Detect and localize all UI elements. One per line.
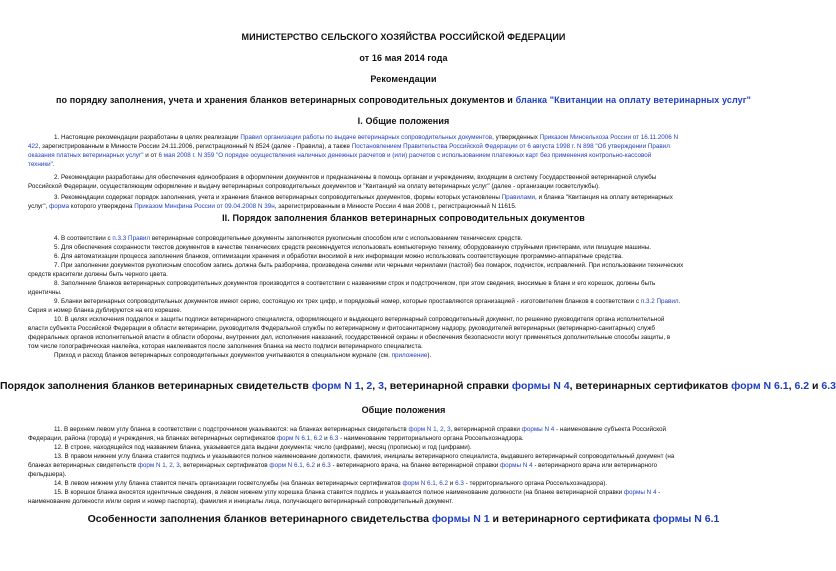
paragraph-2 — [28, 173, 780, 191]
paragraph-line — [28, 193, 780, 202]
paragraph-journal — [28, 351, 780, 360]
link-form-6-3[interactable]: 6.3 — [329, 435, 339, 442]
link-form-6-1[interactable]: формы N 6.1 — [652, 513, 720, 525]
text: - наименование субъекта Российской — [554, 426, 667, 433]
text: , и бланка "Квитанция на оплату ветеринарных — [535, 194, 673, 201]
paragraph-11-cont — [28, 434, 780, 443]
paragraph-1 — [28, 133, 780, 169]
link-forms-1-2-3[interactable]: форм N 1, 2, 3 — [408, 426, 451, 433]
paragraph-13-cont — [28, 461, 780, 470]
paragraph-line: 2. Рекомендации разработаны для обеспечения единообразия в оформлении документов и предназначены в помощь органам и учреждениям, входящим в систему Государственной ветеринарной службы — [54, 174, 657, 181]
text: ). — [427, 352, 432, 359]
link-resolution-898-cont[interactable]: оказания платных ветеринарных услуг" — [28, 152, 144, 159]
paragraph-10-cont: федеральных органов исполнительной власти в области обороны, внутренних дел, исполнения наказаний, государственной охраны и обеспечения безопасности могут применяться дополнительные способы защиты, в — [28, 334, 671, 341]
text: 3. Рекомендации содержат порядок заполнения, учета и хранения бланков ветеринарных сопроводительных документов, формы которых установлены — [54, 194, 500, 201]
paragraph-3 — [28, 193, 780, 211]
link-form-6-1[interactable]: форм N 6.1 — [731, 380, 789, 392]
link-rules[interactable]: Правил организации работы по выдаче ветеринарных сопроводительных документов — [240, 134, 493, 141]
link-form-6-3[interactable]: 6.3 — [821, 380, 836, 392]
text: , — [360, 380, 364, 392]
text: - ветеринарного врача или ветеринарного — [532, 462, 658, 469]
text: Особенности заполнения бланков ветеринарного свидетельства — [87, 513, 429, 525]
text: - ветеринарного врача, на бланке ветеринарной справки — [330, 462, 499, 469]
link-form-4[interactable]: формы N 4 — [511, 380, 570, 392]
link-rules-3-2[interactable]: п.3.2 Правил — [640, 298, 679, 305]
link-form[interactable]: форма — [49, 203, 70, 210]
paragraph-8-cont: идентичны. — [28, 289, 62, 296]
paragraph-5: 5. Для обеспечения сохранности текстов документов в качестве технических средств рекомендуется использовать компьютерную технику, оборудованную струйными принтерами, или пишущие машины. — [54, 244, 651, 251]
link-resolution-898[interactable]: Постановлением Правительства Российской Федерации от 6 августа 1998 г. N 898 "Об утверждении Правил — [351, 143, 670, 150]
section-2-title: II. Порядок заполнения бланков ветеринарных сопроводительных документов — [222, 213, 585, 223]
paragraph-11 — [28, 425, 780, 434]
link-forms-1[interactable]: форм N 1 — [311, 380, 361, 392]
ministry-title: МИНИСТЕРСТВО СЕЛЬСКОГО ХОЗЯЙСТВА РОССИЙСКОЙ ФЕДЕРАЦИИ — [241, 32, 566, 42]
link-forms-6-1-6-2[interactable]: форм N 6.1, 6.2 — [276, 435, 323, 442]
link-form-2[interactable]: 2 — [366, 380, 373, 392]
link-form-4[interactable]: формы N 4 — [623, 489, 657, 496]
document-type: Рекомендации — [370, 74, 437, 84]
text: 4. В соответствии с — [54, 235, 111, 242]
text: , ветеринарных сертификатов — [179, 462, 268, 469]
link-form-4[interactable]: формы N 4 — [499, 462, 533, 469]
text: и от — [143, 152, 159, 159]
features-heading — [0, 513, 807, 525]
paragraph-6: 6. Для автоматизации процесса заполнения бланков, оптимизации хранения и обработки вносимой в них информации можно использовать соответствующие программно-аппаратные средства. — [54, 253, 623, 260]
paragraph-10-cont: власти субъекта Российской Федерации в области ветеринарии, руководителя Федеральной службы по ветеринарному и фитосанитарному надзору, руководителей ветеринарных (ветеринарно-санитарных) служб — [28, 325, 656, 332]
paragraph-9 — [28, 297, 780, 306]
link-order-39n[interactable]: Приказом Минфина России от 09.04.2008 N 39н — [134, 203, 275, 210]
paragraph-7-cont: средств красители должны быть черного цвета. — [28, 271, 168, 278]
paragraph-9-cont: Серия и номер бланка дублируются на его корешке. — [28, 307, 182, 314]
text: которого утверждена — [69, 203, 135, 210]
text: и ветеринарного сертификата — [492, 513, 650, 525]
text: и — [812, 380, 819, 392]
paragraph-line — [28, 202, 780, 211]
paragraph-7: 7. При заполнении документов рукописным способом запись должна быть разборчива, произведена синими или черными чернилами (пастой) без помарок, подчисток, исправлений. При использовании технических — [54, 262, 684, 269]
text: и — [322, 435, 330, 442]
paragraph-10: 10. В целях исключения подделок и защиты подписи ветеринарного специалиста, оформляющего и выдающего ветеринарный сопроводительный документ, по решению руководителя органа исполнительной — [54, 316, 665, 323]
paragraph-line — [28, 133, 780, 142]
text: , — [788, 380, 792, 392]
link-resolution-359-cont[interactable]: техники" — [28, 161, 53, 168]
text: . — [52, 161, 55, 168]
text: , ветеринарной справки — [383, 380, 509, 392]
text: , ветеринарных сертификатов — [569, 380, 729, 392]
section-1-title: I. Общие положения — [357, 116, 450, 126]
link-rules-3-3[interactable]: п.3.3 Правил — [112, 235, 151, 242]
paragraph-15-cont: наименование должности и/или серия и номер паспорта), фамилия и инициалы лица, получающего ветеринарный сопроводительный документ. — [28, 498, 454, 505]
text: Порядок заполнения бланков ветеринарных свидетельств — [0, 380, 309, 392]
text: ветеринарные сопроводительные документы заполняются рукописным способом или с использованием технических средств. — [150, 235, 523, 242]
text: 14. В левом нижнем углу бланка ставится печать организации госветслужбы (на бланках ветеринарных сертификатов — [54, 480, 401, 487]
paragraph-line: Российской Федерации, осуществляющим оформление и выдачу ветеринарных сопроводительных документов и "Квитанций на оплату ветеринарных услуг" (далее - организации госветслужбы). — [28, 183, 600, 190]
text: - территориального органа Россельхознадзора). — [463, 480, 608, 487]
paragraph-4 — [28, 234, 780, 243]
paragraph-13-cont: фельдшера). — [28, 471, 67, 478]
text: , утвержденных — [492, 134, 538, 141]
text: - наименование территориального органа Россельхознадзора. — [338, 435, 524, 442]
text: 1. Настоящие рекомендации разработаны в целях реализации — [54, 134, 239, 141]
text: , — [372, 380, 376, 392]
text: 9. Бланки ветеринарных сопроводительных документов имеют серию, состоящую их трех цифр, и порядковый номер, которые проставляются организацией - изготовителем бланков в соответствии с — [54, 298, 640, 305]
paragraph-8: 8. Заполнение бланков ветеринарных сопроводительных документов производится в соответствии с названиями строк и подстрочником, при этом сведения, вносимые в бланк и его корешок, должны быть — [54, 280, 656, 287]
link-form-4[interactable]: формы N 4 — [521, 426, 555, 433]
paragraph-line — [28, 160, 780, 169]
text: , ветеринарной справки — [450, 426, 520, 433]
paragraph-10-cont: том числе голографическая наклейка, которая наклеивается после заполнения бланка на место подписи ветеринарного специалиста. — [28, 343, 423, 350]
paragraph-12: 12. В строке, находящейся под названием бланка, указывается дата выдачи документа: число (цифрами), месяц (прописью) и год (цифрами). — [54, 444, 472, 451]
text: , зарегистрированным в Минюсте России 4 мая 2008 г., регистрационный N 11615. — [274, 203, 517, 210]
text: , зарегистрированным в Минюсте России 24.11.2006, регистрационный N 8524 (далее - Правила), а также — [38, 143, 350, 150]
text: и — [448, 480, 456, 487]
link-rules[interactable]: Правилами — [501, 194, 536, 201]
general-body — [28, 425, 780, 506]
text: бланках ветеринарных свидетельств — [28, 462, 136, 469]
text: 15. В корешок бланка вносятся идентичные сведения, в левом нижнем углу корешка бланка ставится подпись и указывается полное наименование должности (на бланке ветеринарной справки — [54, 489, 623, 496]
text: 11. В верхнем левом углу бланка в соответствии с подстрочником указываются: на бланках ветеринарных свидетельств — [54, 426, 407, 433]
subject-text: по порядку заполнения, учета и хранения бланков ветеринарных сопроводительных документов и — [56, 95, 513, 105]
link-resolution-359[interactable]: 6 мая 2008 г. N 359 "О порядке осуществления наличных денежных расчетов и (или) расчетов с использованием платежных карт без применения контрольно-кассовой — [158, 152, 652, 159]
link-form-6-3[interactable]: 6.3 — [455, 480, 464, 487]
text: . — [678, 298, 681, 305]
document-subject — [0, 95, 807, 105]
link-forms-6-1-6-2[interactable]: форм N 6.1, 6.2 — [402, 480, 449, 487]
text: Приход и расход бланков ветеринарных сопроводительных документов учитываются в специальном журнале (см. — [54, 352, 390, 359]
general-provisions-title: Общие положения — [361, 405, 446, 415]
paragraph-13: 13. В правом нижнем углу бланка ставится подпись и указываются полное наименование должности, фамилия, инициалы ветеринарного специалиста, выдавшего ветеринарный сопроводительный документ (на — [54, 453, 675, 460]
link-form-6-3[interactable]: 6.3 — [322, 462, 331, 469]
section-2-body — [28, 234, 780, 360]
subject-link[interactable]: бланка "Квитанции на оплату ветеринарных услуг" — [515, 95, 751, 105]
paragraph-15 — [28, 488, 780, 497]
order-heading — [0, 380, 836, 392]
paragraph-line — [28, 151, 780, 160]
document-date: от 16 мая 2014 года — [359, 53, 448, 63]
link-order-422-cont[interactable]: 422 — [28, 143, 39, 150]
text: услуг", — [28, 203, 48, 210]
paragraph-14 — [28, 479, 780, 488]
text: - — [656, 489, 661, 496]
paragraph-line — [28, 142, 780, 151]
link-appendix[interactable]: приложение — [391, 352, 428, 359]
link-forms-1-2-3[interactable]: форм N 1, 2, 3 — [137, 462, 180, 469]
text: и — [314, 462, 322, 469]
link-forms-6-1-6-2[interactable]: форм N 6.1, 6.2 — [269, 462, 315, 469]
link-order-422[interactable]: Приказом Минсельхоза России от 16.11.2006 N — [539, 134, 679, 141]
text: Федерации, района (города) и учреждения, на бланках ветеринарных сертификатов — [28, 435, 276, 442]
link-form-3[interactable]: 3 — [378, 380, 384, 392]
link-form-6-2[interactable]: 6.2 — [794, 380, 810, 392]
link-form-1[interactable]: формы N 1 — [431, 513, 490, 525]
